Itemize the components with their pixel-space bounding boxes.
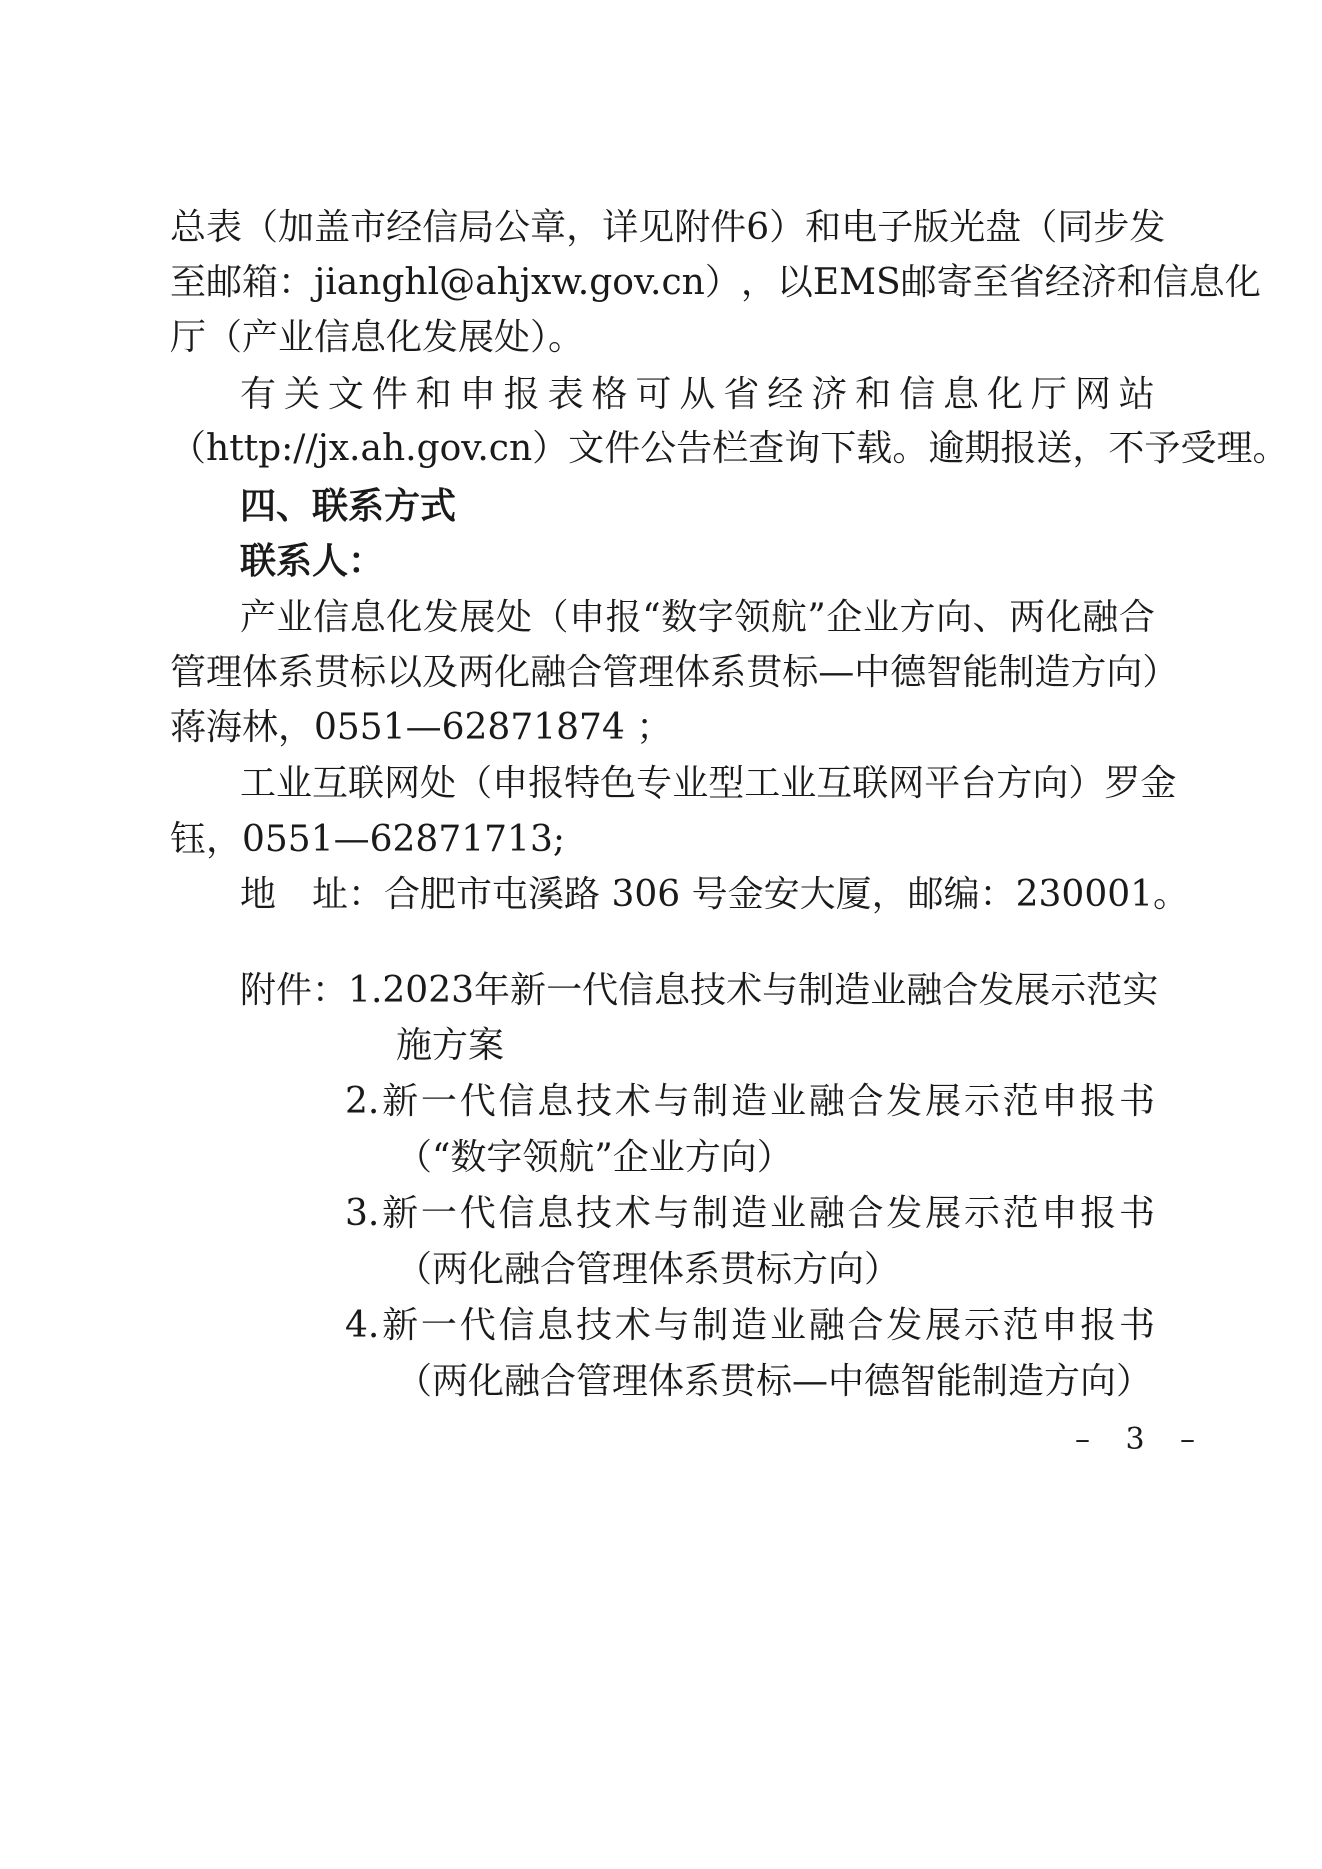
- attachment-line-3-cont: （两化融合管理体系贯标方向）: [396, 1249, 901, 1290]
- text-line-4: 有 关 文 件 和 申 报 表 格 可 从 省 经 济 和 信 息 化 厅 网 站: [240, 374, 1155, 415]
- page-number: [1075, 1420, 1195, 1460]
- page-number-value: 3: [1125, 1422, 1145, 1457]
- attachment-line-2-cont: （“数字领航”企业方向）: [396, 1137, 793, 1178]
- contact-label: 联系人：: [240, 540, 385, 582]
- attachment-line-4-cont: （两化融合管理体系贯标—中德智能制造方向）: [396, 1361, 1153, 1402]
- text-line-5: （ http://jx.ah.gov.cn ） 文 件 公 告 栏 查 询 下 载 。 逾 期 报 送 ， 不 予 受 理 。: [170, 428, 1289, 469]
- text-line-9: 管 理 体 系 贯 标 以 及 两 化 融 合 管 理 体 系 贯 标 — 中 德 智 能 制 造 方 向 ）: [170, 652, 1179, 693]
- address-line: 地 址：合肥市屯溪路 306 号金安大厦，邮编：230001。: [240, 874, 1190, 915]
- text-line-12: 钰，0551—62871713;: [170, 819, 565, 860]
- text-line-10: 蒋海林，0551—62871874 ；: [170, 707, 673, 748]
- page-dash-left: –: [1075, 1422, 1090, 1457]
- attachment-line-2: 2. 新 一 代 信 息 技 术 与 制 造 业 融 合 发 展 示 范 申 报 书: [345, 1081, 1155, 1122]
- page-dash-right: –: [1180, 1422, 1195, 1457]
- text-line-11: 工 业 互 联 网 处 （ 申 报 特 色 专 业 型 工 业 互 联 网 平 台 方 向 ） 罗 金: [240, 763, 1177, 804]
- text-line-1: 总 表 （ 加 盖 市 经 信 局 公 章 ， 详 见 附 件 6 ） 和 电 子 版 光 盘 （ 同 步 发: [170, 207, 1166, 248]
- section-heading-contact: 四、联系方式: [240, 485, 457, 527]
- text-line-8: 产 业 信 息 化 发 展 处 （ 申 报 “ 数 字 领 航 ” 企 业 方 向 、 两 化 融 合: [240, 597, 1155, 638]
- text-line-2: 至 邮 箱 ： jianghl@ahjxw.gov.cn ） ， 以 EMS 邮 寄 至 省 经 济 和 信 息 化: [170, 262, 1261, 303]
- attachment-line-3: 3. 新 一 代 信 息 技 术 与 制 造 业 融 合 发 展 示 范 申 报 书: [345, 1193, 1155, 1234]
- attachment-line-1-cont: 施方案: [396, 1025, 505, 1066]
- attachment-line-1: 附 件 ： 1. 2023 年 新 一 代 信 息 技 术 与 制 造 业 融 合 发 展 示 范 实: [240, 970, 1159, 1011]
- text-line-3: 厅（产业信息化发展处）。: [170, 317, 585, 358]
- attachment-line-4: 4. 新 一 代 信 息 技 术 与 制 造 业 融 合 发 展 示 范 申 报 书: [345, 1305, 1155, 1346]
